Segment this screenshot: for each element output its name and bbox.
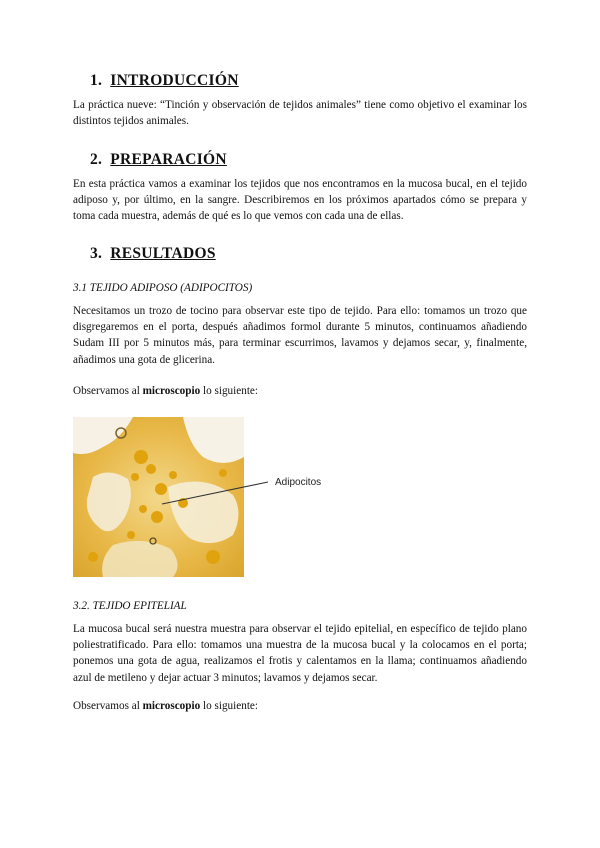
epitelial-paragraph: La mucosa bucal será nuestra muestra para observar el tejido epitelial, en específico de tejido plano poliestratificado. Para ello: tomamos una muestra de la mucosa bucal y la colocamos en el porta; ponemos una gota de agua, realizamos el frotis y calentamos en la llama; continuamos añadiendo azul de metileno y dejar actuar 3 minutos; lavamos y dejamos secar.	[73, 623, 527, 684]
pointer-arrow	[150, 470, 275, 510]
subsection-title-adiposo: 3.1 TEJIDO ADIPOSO (ADIPOCITOS)	[73, 282, 253, 294]
observe-line-1: Observamos al microscopio lo siguiente:	[73, 385, 258, 397]
adiposo-paragraph: Necesitamos un trozo de tocino para observar este tipo de tejido. Para ello: tomamos un trozo que disgregaremos en el porta, después añadimos formol durante 5 minutos, continuamos añadiendo Sudam III por 5 minutos más, para terminar escurrimos, lavamos y dejamos secar, y, finalmente, añadimos una gota de glicerina.	[73, 305, 527, 366]
subsection-title-epitelial: 3.2. TEJIDO EPITELIAL	[73, 600, 187, 612]
section-heading-resultados: 3. RESULTADOS	[90, 245, 216, 262]
section-heading-preparacion: 2. PREPARACIÓN	[90, 151, 227, 168]
observe-line-2: Observamos al microscopio lo siguiente:	[73, 700, 258, 712]
intro-paragraph: La práctica nueve: “Tinción y observación de tejidos animales” tiene como objetivo el examinar los distintos tejidos animales.	[73, 99, 527, 128]
section-heading-introduccion: 1. INTRODUCCIÓN	[90, 72, 239, 89]
adipocitos-label: Adipocitos	[275, 477, 322, 488]
preparation-paragraph: En esta práctica vamos a examinar los tejidos que nos encontramos en la mucosa bucal, en el tejido adiposo y, por último, en la sangre. Describiremos en los próximos apartados cómo se prepara y toma cada muestra, además de qué es lo que vemos con cada una de ellas.	[73, 178, 527, 223]
